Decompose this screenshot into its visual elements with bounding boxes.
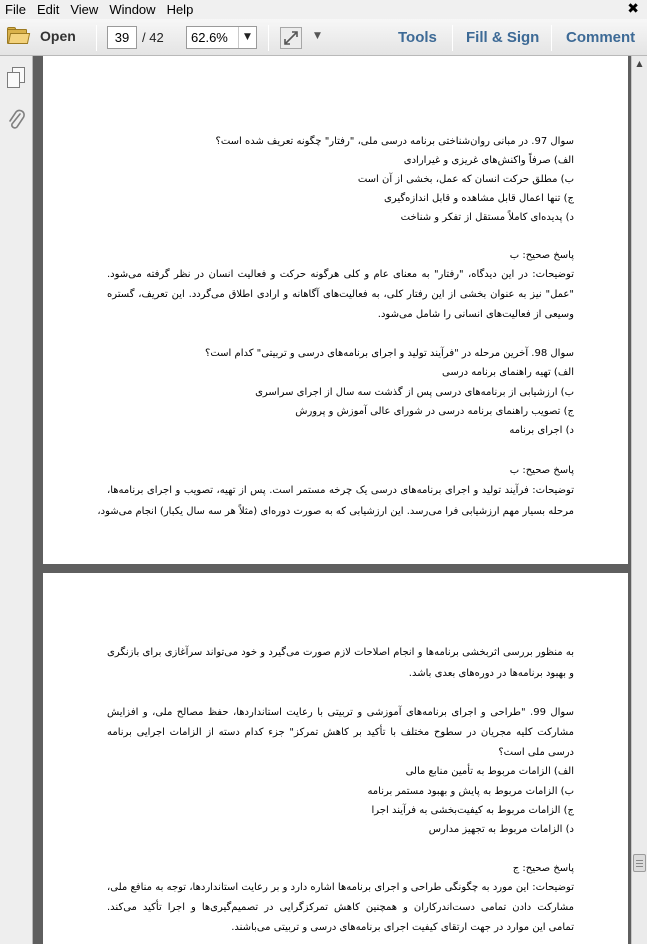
close-document-icon[interactable]: ✖: [627, 1, 639, 17]
tools-button[interactable]: Tools: [398, 29, 437, 46]
option-text: ب) الزامات مربوط به پایش و بهبود مستمر برنامه: [367, 786, 574, 797]
option-text: ب) مطلق حرکت انسان که عمل، بخشی از آن است: [357, 174, 574, 185]
menu-view[interactable]: View: [70, 2, 99, 17]
option-text: ج) الزامات مربوط به کیفیت‌بخشی به فرآیند اجرا: [371, 805, 574, 816]
question-text: سوال 99. "طراحی و اجرای برنامه‌های آموزشی و تربیتی با رعایت استانداردها، حفظ مصالح ملی، و افزایش: [107, 707, 574, 718]
pages-icon[interactable]: [7, 67, 27, 89]
page-total: / 42: [142, 30, 164, 45]
pdf-page: [43, 56, 628, 564]
vertical-scrollbar[interactable]: [631, 56, 647, 944]
navigation-pane: [0, 56, 33, 944]
expand-arrows-icon[interactable]: [280, 27, 302, 49]
explanation-text: مشارکت دادن تمامی دست‌اندرکاران و همچنین کاهش تمرکزگرایی در تصمیم‌گیری‌ها و اجرا تأکید می‌کند.: [107, 902, 574, 913]
open-button[interactable]: [6, 27, 76, 45]
explanation-text: وسیعی از فعالیت‌های انسانی را شامل می‌شود.: [377, 309, 574, 320]
answer-text: پاسخ صحیح: ج: [512, 863, 574, 874]
toolbar-divider: [551, 25, 552, 51]
question-text: سوال 98. آخرین مرحله در "فرآیند تولید و اجرای برنامه‌های درسی و تربیتی" کدام است؟: [205, 348, 574, 359]
explanation-text: توضیحات: در این دیدگاه، "رفتار" به معنای عام و کلی هرگونه حرکت و فعالیت انسان در نظر گرفته می‌شود.: [107, 269, 574, 280]
option-text: د) الزامات مربوط به تجهیز مدارس: [428, 824, 574, 835]
folder-icon: [6, 27, 30, 45]
menu-file[interactable]: File: [5, 2, 26, 17]
more-options-icon[interactable]: ▼: [314, 31, 321, 41]
explanation-text: به منظور بررسی اثربخشی برنامه‌ها و انجام اصلاحات لازم صورت می‌گیرد و خود می‌تواند سرآغازی برای بازنگری: [107, 647, 574, 658]
explanation-text: و بهبود برنامه‌ها در دوره‌های بعدی باشد.: [408, 668, 574, 679]
toolbar-divider: [452, 25, 453, 51]
arrow-up-icon[interactable]: ▲: [636, 59, 643, 68]
question-text: سوال 97. در مبانی روان‌شناختی برنامه درسی ملی، "رفتار" چگونه تعریف شده است؟: [215, 136, 574, 147]
option-text: الف) تهیه راهنمای برنامه درسی: [442, 367, 574, 378]
option-text: د) اجرای برنامه: [509, 425, 574, 436]
toolbar-divider: [96, 25, 97, 51]
open-label: Open: [40, 28, 76, 44]
menu-bar: [0, 0, 647, 19]
question-text: مشارکت کلیه مجریان در سطوح مختلف با تأکید بر کاهش تمرکز" جزء کدام دسته از الزامات اجرایی برنامه: [107, 727, 574, 738]
page-number-input[interactable]: 39: [107, 26, 137, 49]
menu-window[interactable]: Window: [109, 2, 156, 17]
option-text: ج) تنها اعمال قابل مشاهده و قابل اندازه‌گیری: [384, 193, 574, 204]
scrollbar-thumb[interactable]: [633, 854, 646, 872]
zoom-value: 62.6%: [191, 30, 228, 45]
toolbar: [0, 19, 647, 56]
option-text: ب) ارزشیابی از برنامه‌های درسی پس از گذشت سه سال از اجرای سراسری: [255, 387, 574, 398]
comment-button[interactable]: Comment: [566, 29, 636, 46]
menu-help[interactable]: Help: [166, 2, 194, 17]
answer-text: پاسخ صحیح: ب: [509, 250, 574, 261]
answer-text: پاسخ صحیح: ب: [509, 465, 574, 476]
question-text: درسی ملی است؟: [498, 747, 574, 758]
option-text: الف) الزامات مربوط به تأمین منابع مالی: [405, 766, 574, 777]
option-text: الف) صرفاً واکنش‌های غریزی و غیرارادی: [403, 155, 574, 166]
explanation-text: "عمل" نیز به عنوان بخشی از این رفتار کلی، به فعالیت‌های آگاهانه و ارادی اطلاق می‌گردد. این تعریف، گستره: [107, 289, 574, 300]
zoom-select[interactable]: [186, 26, 257, 49]
explanation-text: مرحله بسیار مهم ارزشیابی فرا می‌رسد. این ارزشیابی که به صورت دوره‌ای (مثلاً هر سه سال یکبار) انجام می‌شود،: [97, 506, 574, 517]
document-viewport[interactable]: [34, 56, 631, 944]
menu-edit[interactable]: Edit: [36, 2, 60, 17]
chevron-down-icon[interactable]: ▼: [238, 27, 256, 48]
option-text: د) پدیده‌ای کاملاً مستقل از تفکر و شناخت: [400, 212, 574, 223]
paperclip-icon[interactable]: [7, 109, 27, 136]
explanation-text: تمامی این موارد در جهت ارتقای کیفیت اجرای برنامه‌های درسی و تربیتی می‌باشند.: [231, 922, 574, 933]
option-text: ج) تصویب راهنمای برنامه درسی در شورای عالی آموزش و پرورش: [295, 406, 574, 417]
explanation-text: توضیحات: فرآیند تولید و اجرای برنامه‌های درسی یک چرخه مستمر است. پس از تهیه، تصویب و اجرای برنامه‌ها،: [107, 485, 574, 496]
toolbar-divider: [268, 25, 269, 51]
explanation-text: توضیحات: این مورد به چگونگی طراحی و اجرای برنامه‌ها اشاره دارد و بر رعایت استانداردها، توجه به منافع ملی،: [107, 882, 574, 893]
fill-sign-button[interactable]: Fill & Sign: [466, 29, 540, 46]
pdf-page: [43, 573, 628, 944]
